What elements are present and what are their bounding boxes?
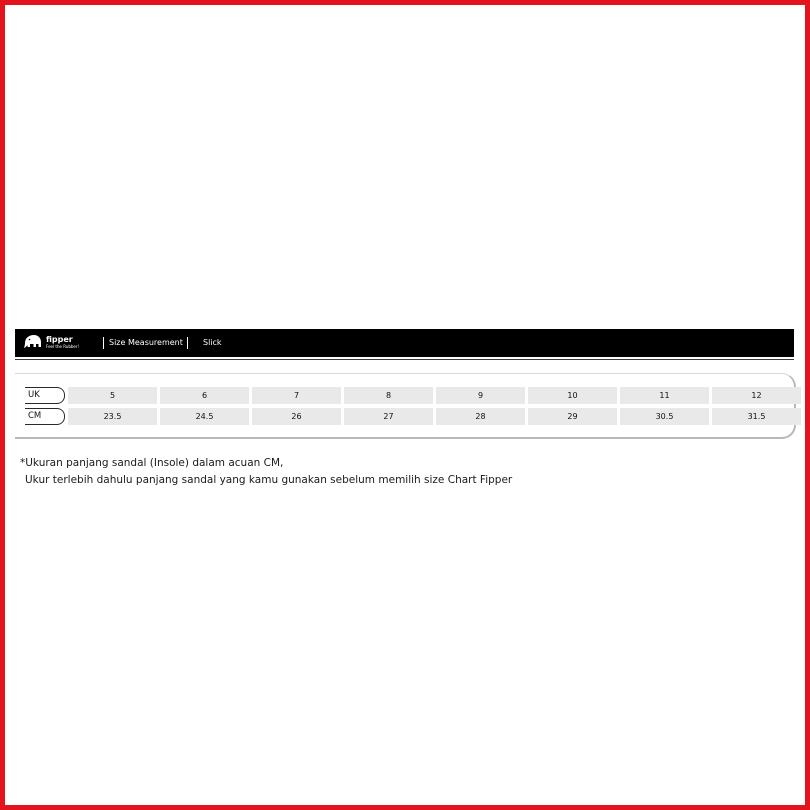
note-line-2: Ukur terlebih dahulu panjang sandal yang kamu gunakan sebelum memilih size Chart Fipper — [25, 474, 513, 486]
size-cell: 11 — [620, 387, 709, 404]
size-row-uk — [25, 387, 801, 404]
size-row-cm — [25, 408, 801, 425]
size-cell: 12 — [712, 387, 801, 404]
size-cell: 6 — [160, 387, 249, 404]
size-cell: 24.5 — [160, 408, 249, 425]
size-cell: 28 — [436, 408, 525, 425]
size-cell: 29 — [528, 408, 617, 425]
size-cell: 31.5 — [712, 408, 801, 425]
size-cell: 30.5 — [620, 408, 709, 425]
header-title: Size Measurement — [109, 338, 183, 347]
size-cell: 23.5 — [68, 408, 157, 425]
size-cell: 9 — [436, 387, 525, 404]
header-divider — [103, 337, 104, 349]
note-line-1: *Ukuran panjang sandal (Insole) dalam acuan CM, — [20, 457, 284, 469]
size-cell: 10 — [528, 387, 617, 404]
size-cell: 27 — [344, 408, 433, 425]
size-table-frame — [15, 373, 796, 439]
size-cell: 7 — [252, 387, 341, 404]
header-underline — [15, 359, 794, 360]
elephant-icon — [23, 334, 43, 350]
size-cell: 8 — [344, 387, 433, 404]
size-cell: 26 — [252, 408, 341, 425]
product-name: Slick — [203, 338, 222, 347]
size-cell: 5 — [68, 387, 157, 404]
row-label-cm: CM — [25, 408, 65, 425]
header-bar — [15, 329, 794, 357]
logo-wordmark: fipper — [46, 334, 73, 344]
row-label-uk: UK — [25, 387, 65, 404]
logo-tagline: Feel the Rubber! — [46, 343, 80, 349]
header-divider — [187, 337, 188, 349]
brand-logo — [23, 334, 79, 350]
